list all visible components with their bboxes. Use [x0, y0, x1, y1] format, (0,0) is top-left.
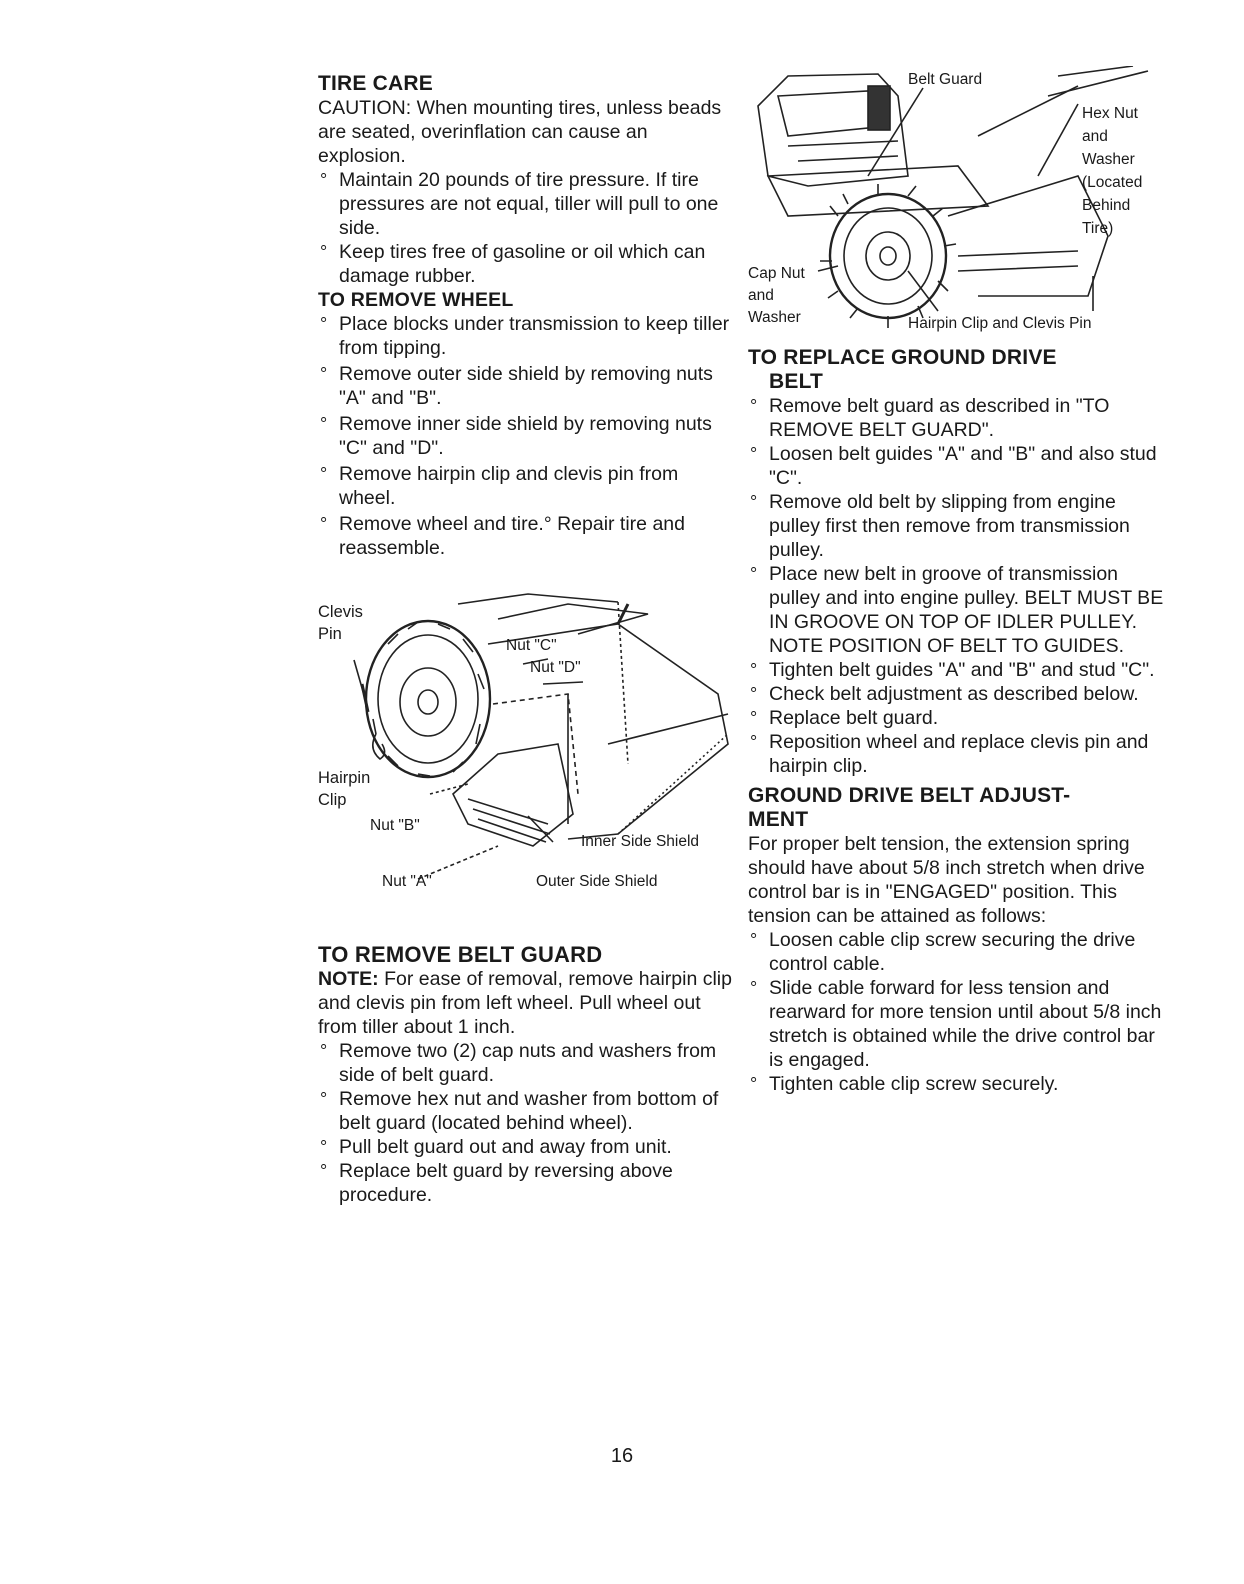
list-item: ° Maintain 20 pounds of tire pressure. If tire pressures are not equal, tiller will pull to one side. [318, 168, 738, 240]
replace-belt-heading-2: BELT [769, 370, 824, 393]
label-clevis-pin-2: Pin [318, 625, 342, 643]
belt-guard-figure [748, 66, 1168, 338]
list-item: ° Place blocks under transmission to keep tiller from tipping. [318, 312, 738, 360]
label-nut-d: Nut "D" [530, 659, 581, 676]
note-text: For ease of removal, remove hairpin clip and clevis pin from left wheel. Pull wheel out from tiller about 1 inch. [318, 968, 732, 1038]
remove-wheel-list [318, 312, 738, 560]
list-item: ° Loosen cable clip screw securing the drive control cable. [748, 928, 1168, 976]
remove-belt-guard-list [318, 1039, 738, 1207]
label-outer-side-shield: Outer Side Shield [536, 873, 658, 890]
remove-belt-guard-heading: TO REMOVE BELT GUARD [318, 942, 603, 967]
label-hex-nut-4: (Located [1082, 174, 1143, 191]
label-hex-nut-5: Behind [1082, 197, 1131, 214]
label-hairpin-clip: Hairpin [318, 769, 371, 787]
label-clevis-pin: Clevis [318, 603, 363, 621]
list-item: ° Tighten cable clip screw securely. [748, 1072, 1168, 1096]
replace-belt-heading: TO REPLACE GROUND DRIVE [748, 346, 1057, 369]
replace-belt-list [748, 394, 1168, 778]
label-hex-nut-3: Washer [1082, 151, 1135, 168]
note-label: NOTE: [318, 968, 379, 990]
label-hairpin-clip-2: Clip [318, 791, 347, 809]
label-hex-nut-2: and [1082, 128, 1108, 145]
remove-wheel-heading: TO REMOVE WHEEL [318, 289, 514, 311]
list-item: ° Check belt adjustment as described below. [748, 682, 1168, 706]
right-column [748, 66, 1168, 1096]
list-item: ° Loosen belt guides "A" and "B" and also stud "C". [748, 442, 1168, 490]
label-nut-a: Nut "A" [382, 873, 432, 890]
list-item: ° Remove hex nut and washer from bottom of belt guard (located behind wheel). [318, 1087, 738, 1135]
label-cap-nut-2: and [748, 287, 774, 304]
list-item: ° Remove wheel and tire.° Repair tire and reassemble. [318, 512, 738, 560]
tire-care-list [318, 168, 738, 288]
label-nut-b: Nut "B" [370, 817, 420, 834]
list-item: ° Remove belt guard as described in "TO REMOVE BELT GUARD". [748, 394, 1168, 442]
list-item: ° Reposition wheel and replace clevis pin and hairpin clip. [748, 730, 1168, 778]
list-item: ° Remove outer side shield by removing nuts "A" and "B". [318, 362, 738, 410]
label-inner-side-shield: Inner Side Shield [581, 833, 700, 850]
label-belt-guard: Belt Guard [908, 71, 983, 88]
list-item: ° Place new belt in groove of transmission pulley and into engine pulley. BELT MUST BE IN GROOVE ON TOP OF IDLER PULLEY. NOTE POSITION OF BELT TO GUIDES. [748, 562, 1168, 658]
label-hairpin-clevis: Hairpin Clip and Clevis Pin [908, 315, 1092, 332]
belt-adjustment-list [748, 928, 1168, 1096]
label-hex-nut-6: Tire) [1082, 220, 1114, 237]
label-hex-nut: Hex Nut [1082, 105, 1138, 122]
wheel-shield-figure [318, 584, 738, 914]
list-item: ° Keep tires free of gasoline or oil which can damage rubber. [318, 240, 738, 288]
label-cap-nut-3: Washer [748, 309, 801, 326]
list-item: ° Remove inner side shield by removing nuts "C" and "D". [318, 412, 738, 460]
list-item: ° Remove two (2) cap nuts and washers from side of belt guard. [318, 1039, 738, 1087]
remove-belt-guard-note [318, 967, 738, 1039]
belt-adjustment-intro: For proper belt tension, the extension spring should have about 5/8 inch stretch when drive control bar is in "ENGAGED" position. This tension can be attained as follows: [748, 833, 1145, 927]
list-item: ° Slide cable forward for less tension and rearward for more tension until about 5/8 inch stretch is obtained while the drive control bar is engaged. [748, 976, 1168, 1072]
list-item: ° Replace belt guard. [748, 706, 1168, 730]
label-nut-c: Nut "C" [506, 637, 557, 654]
wheel-shield-illustration [318, 584, 738, 914]
list-item: ° Remove hairpin clip and clevis pin from wheel. [318, 462, 738, 510]
list-item: ° Tighten belt guides "A" and "B" and stud "C". [748, 658, 1168, 682]
list-item: ° Replace belt guard by reversing above procedure. [318, 1159, 738, 1207]
list-item: ° Remove old belt by slipping from engine pulley first then remove from transmission pulley. [748, 490, 1168, 562]
label-cap-nut: Cap Nut [748, 265, 805, 282]
page-number: 16 [610, 1445, 634, 1467]
belt-adjustment-heading-2: MENT [748, 808, 809, 831]
tire-care-heading: TIRE CARE [318, 72, 433, 95]
list-item: ° Pull belt guard out and away from unit. [318, 1135, 738, 1159]
left-column [318, 72, 738, 1207]
belt-adjustment-heading: GROUND DRIVE BELT ADJUST- [748, 784, 1071, 807]
tire-care-caution: CAUTION: When mounting tires, unless beads are seated, overinflation can cause an explosion. [318, 97, 722, 167]
